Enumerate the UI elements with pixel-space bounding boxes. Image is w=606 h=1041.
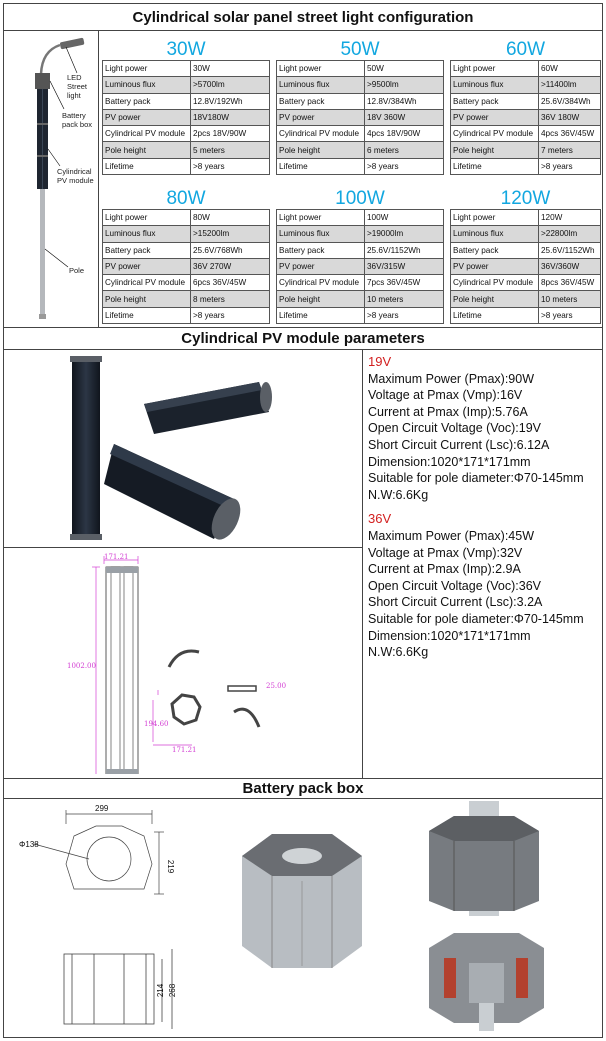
dim-width: 171.21	[104, 553, 129, 561]
spec-row	[451, 226, 601, 242]
spec-row	[103, 93, 270, 109]
spec-value: 36V/315W	[365, 258, 444, 274]
spec-row	[277, 307, 444, 323]
spec-value: 7 meters	[539, 142, 601, 158]
spec-key: Lifetime	[277, 307, 365, 323]
spec-value: 10 meters	[365, 291, 444, 307]
param-line: Voltage at Pmax (Vmp):32V	[368, 545, 523, 560]
param-line: Short Circuit Current (Lsc):3.2A	[368, 595, 543, 610]
param-line: Maximum Power (Pmax):45W	[368, 528, 534, 543]
spec-row	[451, 158, 601, 174]
spec-watt: 120W	[500, 188, 551, 209]
spec-row	[277, 210, 444, 226]
page-title: Cylindrical solar panel street light configuration	[4, 4, 602, 31]
param-line: Suitable for pole diameter:Φ70-145mm	[368, 611, 584, 626]
spec-row	[103, 158, 270, 174]
param-line: Open Circuit Voltage (Voc):36V	[368, 578, 542, 593]
battery-dim-h1: 214	[156, 983, 166, 998]
battery-render-on-pole	[424, 801, 544, 916]
spec-value: 2pcs 18V/90W	[191, 126, 270, 142]
spec-value: 4pcs 18V/90W	[365, 126, 444, 142]
spec-value: 25.6V/384Wh	[539, 93, 601, 109]
spec-key: Lifetime	[103, 307, 191, 323]
spec-table-1	[276, 39, 444, 175]
spec-row	[451, 242, 601, 258]
spec-value: 6 meters	[365, 142, 444, 158]
voltage-heading: 19V	[368, 354, 392, 369]
spec-row	[103, 275, 270, 291]
battery-render-cutaway	[424, 928, 549, 1033]
param-line: N.W:6.6Kg	[368, 487, 429, 502]
param-line: Current at Pmax (Imp):2.9A	[368, 562, 521, 577]
spec-value: 8 meters	[191, 291, 270, 307]
param-line: Maximum Power (Pmax):90W	[368, 371, 534, 386]
spec-row	[103, 126, 270, 142]
spec-key: Battery pack	[451, 242, 539, 258]
spec-value: 18V 360W	[365, 109, 444, 125]
spec-value: 36V 180W	[539, 109, 601, 125]
spec-value: >5700lm	[191, 77, 270, 93]
spec-key: Light power	[277, 61, 365, 77]
battery-label: Battery pack box	[62, 111, 93, 129]
spec-value: 5 meters	[191, 142, 270, 158]
spec-value: 6pcs 36V/45W	[191, 275, 270, 291]
battery-dim-width: 299	[95, 804, 109, 813]
spec-key: Pole height	[277, 291, 365, 307]
spec-row	[277, 291, 444, 307]
spec-table-5	[450, 188, 601, 324]
spec-key: Cylindrical PV module	[277, 126, 365, 142]
spec-value: >8 years	[539, 307, 601, 323]
pole-label: Pole	[69, 266, 85, 275]
spec-table-2	[450, 39, 601, 175]
spec-key: Light power	[103, 210, 191, 226]
spec-row	[277, 158, 444, 174]
spec-key: PV power	[451, 258, 539, 274]
param-line: Suitable for pole diameter:Φ70-145mm	[368, 471, 584, 486]
spec-row	[451, 275, 601, 291]
spec-value: >8 years	[365, 158, 444, 174]
spec-row	[277, 142, 444, 158]
spec-row	[451, 61, 601, 77]
spec-value: 60W	[539, 61, 601, 77]
battery-render-main	[232, 826, 372, 976]
spec-value: >8 years	[191, 158, 270, 174]
spec-row	[451, 210, 601, 226]
spec-key: Pole height	[451, 142, 539, 158]
spec-key: Cylindrical PV module	[277, 275, 365, 291]
spec-value: 100W	[365, 210, 444, 226]
param-line: Open Circuit Voltage (Voc):19V	[368, 421, 542, 436]
spec-key: Cylindrical PV module	[451, 126, 539, 142]
spec-watt: 60W	[505, 39, 546, 60]
spec-key: Light power	[451, 61, 539, 77]
spec-key: Lifetime	[451, 158, 539, 174]
param-line: Current at Pmax (Imp):5.76A	[368, 404, 528, 419]
spec-row	[277, 226, 444, 242]
spec-value: 10 meters	[539, 291, 601, 307]
spec-value: 12.8V/192Wh	[191, 93, 270, 109]
spec-row	[451, 307, 601, 323]
spec-row	[103, 291, 270, 307]
spec-row	[103, 210, 270, 226]
pv-label: Cylindrical PV module	[57, 167, 94, 185]
spec-watt: 50W	[340, 39, 380, 60]
spec-value: >9500lm	[365, 77, 444, 93]
spec-key: Cylindrical PV module	[451, 275, 539, 291]
battery-dim-h2: 268	[168, 983, 178, 998]
spec-key: Pole height	[277, 142, 365, 158]
pv-module-photo	[44, 354, 324, 544]
spec-row	[103, 226, 270, 242]
spec-key: Luminous flux	[451, 226, 539, 242]
spec-key: Luminous flux	[103, 77, 191, 93]
spec-key: Light power	[277, 210, 365, 226]
spec-row	[277, 275, 444, 291]
dim-height: 1002.00	[67, 662, 96, 670]
param-line: Short Circuit Current (Lsc):6.12A	[368, 437, 550, 452]
spec-row	[103, 142, 270, 158]
spec-watt: 30W	[166, 39, 206, 60]
pv-technical-drawing	[64, 552, 304, 774]
spec-key: PV power	[451, 109, 539, 125]
spec-value: 25.6V/1152Wh	[365, 242, 444, 258]
spec-value: >8 years	[365, 307, 444, 323]
spec-table-0	[102, 39, 270, 175]
spec-row	[277, 77, 444, 93]
spec-key: Battery pack	[277, 93, 365, 109]
spec-value: >22800lm	[539, 226, 601, 242]
dim-ring-width: 171.21	[172, 746, 197, 754]
spec-row	[103, 258, 270, 274]
dim-tab: 25.00	[266, 682, 287, 690]
spec-value: 120W	[539, 210, 601, 226]
spec-key: Luminous flux	[277, 226, 365, 242]
pv-parameters	[368, 354, 602, 661]
spec-key: PV power	[103, 258, 191, 274]
battery-dim-height: 219	[166, 859, 176, 874]
spec-value: >8 years	[191, 307, 270, 323]
spec-row	[451, 126, 601, 142]
spec-key: Light power	[103, 61, 191, 77]
spec-table-3	[102, 188, 270, 324]
spec-row	[451, 291, 601, 307]
param-line: Dimension:1020*171*171mm	[368, 454, 531, 469]
spec-key: Luminous flux	[103, 226, 191, 242]
spec-value: >19000lm	[365, 226, 444, 242]
spec-value: >15200lm	[191, 226, 270, 242]
spec-value: 8pcs 36V/45W	[539, 275, 601, 291]
spec-key: Lifetime	[277, 158, 365, 174]
spec-watt: 100W	[335, 188, 385, 209]
spec-key: Battery pack	[103, 242, 191, 258]
pv-section-title: Cylindrical PV module parameters	[4, 327, 602, 350]
spec-value: 18V180W	[191, 109, 270, 125]
spec-value: 25.6V/768Wh	[191, 242, 270, 258]
spec-value: >11400lm	[539, 77, 601, 93]
spec-row	[277, 258, 444, 274]
param-line: Dimension:1020*171*171mm	[368, 628, 531, 643]
spec-value: >8 years	[539, 158, 601, 174]
spec-value: 4pcs 36V/45W	[539, 126, 601, 142]
spec-key: Light power	[451, 210, 539, 226]
spec-value: 7pcs 36V/45W	[365, 275, 444, 291]
spec-row	[103, 61, 270, 77]
spec-row	[277, 242, 444, 258]
spec-row	[103, 307, 270, 323]
param-line: Voltage at Pmax (Vmp):16V	[368, 388, 523, 403]
spec-row	[103, 109, 270, 125]
spec-row	[451, 109, 601, 125]
battery-section-title: Battery pack box	[4, 778, 602, 799]
spec-value: 12.8V/384Wh	[365, 93, 444, 109]
spec-value: 36V/360W	[539, 258, 601, 274]
spec-value: 25.6V/1152Wh	[539, 242, 601, 258]
dim-ring: 194.60	[144, 720, 169, 728]
spec-row	[103, 77, 270, 93]
spec-key: Luminous flux	[277, 77, 365, 93]
param-line: N.W:6.6Kg	[368, 645, 429, 660]
spec-row	[277, 61, 444, 77]
spec-key: Pole height	[103, 142, 191, 158]
spec-key: PV power	[277, 109, 365, 125]
spec-row	[451, 142, 601, 158]
spec-row	[451, 93, 601, 109]
spec-row	[451, 77, 601, 93]
page-frame	[3, 3, 603, 1038]
spec-row	[103, 242, 270, 258]
spec-row	[277, 126, 444, 142]
spec-key: Battery pack	[451, 93, 539, 109]
spec-value: 36V 270W	[191, 258, 270, 274]
spec-row	[277, 109, 444, 125]
spec-value: 80W	[191, 210, 270, 226]
spec-key: Lifetime	[103, 158, 191, 174]
divider	[4, 547, 362, 548]
spec-key: Battery pack	[103, 93, 191, 109]
spec-row	[277, 93, 444, 109]
battery-drawing	[14, 804, 184, 1034]
spec-table-4	[276, 188, 444, 324]
spec-key: Pole height	[103, 291, 191, 307]
divider	[362, 350, 363, 778]
spec-value: 30W	[191, 61, 270, 77]
battery-dim-diameter: Φ138	[19, 840, 39, 849]
spec-key: Pole height	[451, 291, 539, 307]
spec-key: Cylindrical PV module	[103, 275, 191, 291]
spec-key: Lifetime	[451, 307, 539, 323]
spec-key: Cylindrical PV module	[103, 126, 191, 142]
spec-value: 50W	[365, 61, 444, 77]
spec-watt: 80W	[166, 188, 206, 209]
spec-key: PV power	[277, 258, 365, 274]
led-label: LED Street light	[67, 73, 88, 100]
voltage-heading: 36V	[368, 511, 392, 527]
spec-row	[451, 258, 601, 274]
spec-key: Luminous flux	[451, 77, 539, 93]
spec-key: PV power	[103, 109, 191, 125]
spec-key: Battery pack	[277, 242, 365, 258]
